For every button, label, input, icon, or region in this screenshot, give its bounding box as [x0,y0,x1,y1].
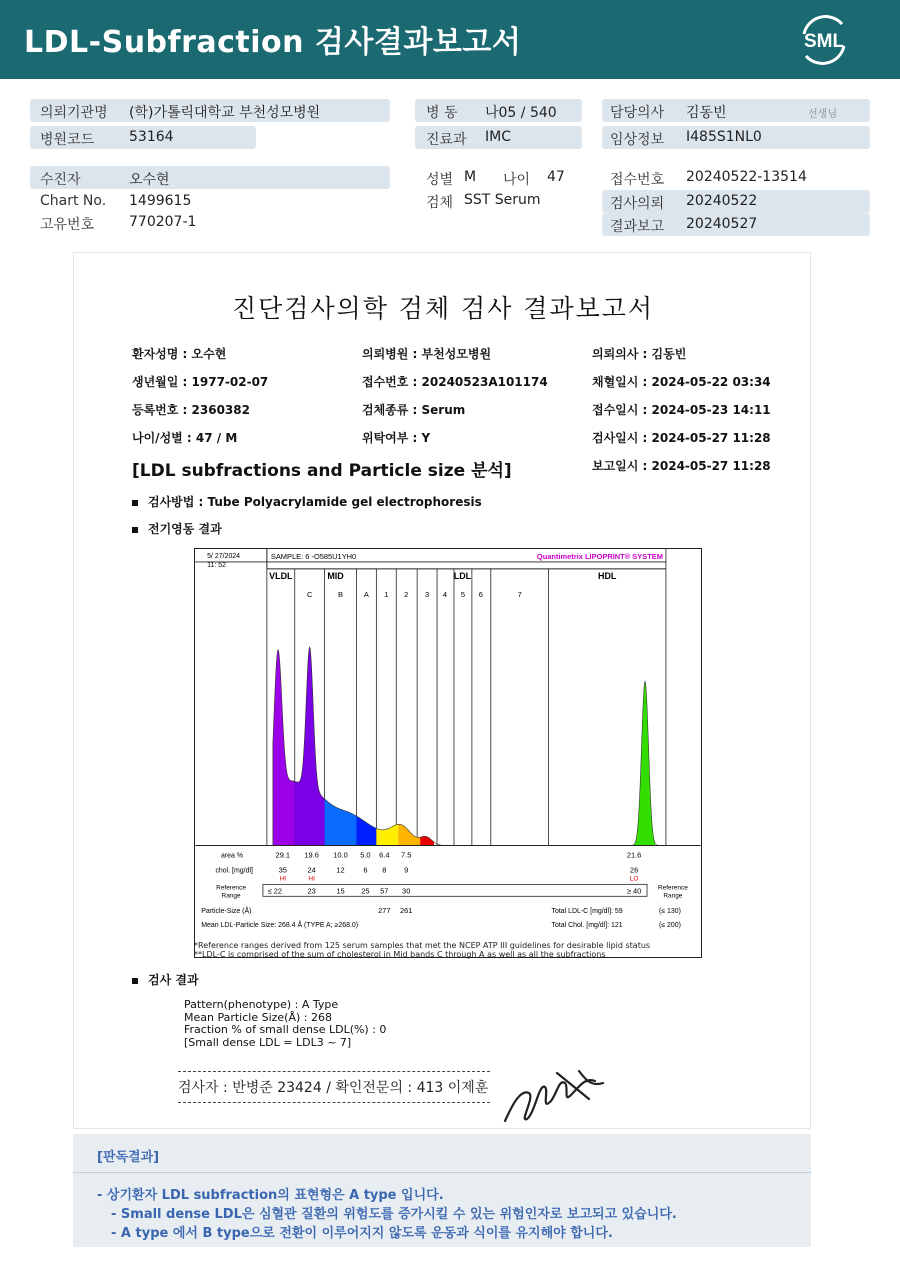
request-date-field [602,190,870,213]
peak-area [376,824,398,845]
row-label: Reference [216,884,246,892]
result-block [184,999,386,1049]
peak-area [295,647,325,846]
clinical-field [602,126,870,149]
ward-label: 병 동 [426,105,458,121]
chol-value: 9 [404,865,409,875]
group-label: LDL [453,570,472,581]
institution-value: (학)가톨릭대학교 부천성모병원 [129,105,321,121]
electrophoresis-title: 전기영동 결과 [148,522,222,536]
band-label: 6 [478,589,483,599]
group-label: VLDL [269,570,293,581]
scan-field: 나이/성별 : 47 / M [132,431,238,445]
method-text: 검사방법 : Tube Polyacrylamide gel electrophoresis [148,495,482,509]
dept-label: 진료과 [426,132,467,148]
reference-value: 23 [307,886,316,896]
band-label: B [338,589,344,599]
sml-logo-icon [796,12,852,68]
specimen-label: 검체 [426,195,454,211]
scan-field: 검사일시 : 2024-05-27 11:28 [592,431,771,445]
dept-field [415,126,582,149]
band-label: C [306,589,313,599]
sex-label: 성별 [426,172,454,188]
ref-right-label: Range [663,892,683,900]
judgement-divider [73,1172,811,1173]
note-line: *Reference ranges derived from 125 serum samples that met the NCEP ATP III guidelines for desirable lipid status [194,941,651,950]
uid-value: 770207-1 [129,214,197,230]
doctor-value: 김동빈 [686,105,727,121]
judgement-line: - 상기환자 LDL subfraction의 표현형은 A type 입니다. [97,1188,444,1203]
reference-value: 30 [402,886,411,896]
judgement-line: - Small dense LDL은 심혈관 질환의 위험도를 증가시킬 수 있는 위험인자로 보고되고 있습니다. [111,1207,677,1222]
report-date-field [602,213,870,236]
result-line: Pattern(phenotype) : A Type [184,998,339,1011]
reference-value: 15 [336,886,345,896]
note-line: **LDL-C is comprised of the sum of cholesterol in Mid bands C through A as well as all the subfractions [194,950,606,959]
reference-value: 25 [361,886,370,896]
report-title: LDL-Subfraction 검사결과보고서 [24,25,522,60]
method-bullet [132,493,482,510]
chart-no-value: 1499615 [129,193,192,209]
band-label: 7 [517,589,522,599]
judgement-line: - A type 에서 B type으로 전환이 이루어지지 않도록 운동과 식이를 유지해야 합니다. [111,1226,613,1241]
reference-value: 57 [380,886,389,896]
total-chol: Total Chol. [mg/dl]: 121 [551,922,623,930]
total-ldl-ref: (≤ 130) [658,908,681,916]
row-label: area % [220,852,244,860]
scan-field: 의뢰의사 : 김동빈 [592,347,687,361]
band-label: A [363,589,369,599]
judgement-panel [73,1134,811,1247]
chol-value: 35 [278,865,287,875]
hospital-code-value: 53164 [129,129,174,145]
patient-label: 수진자 [40,172,81,188]
sex-value: M [464,169,477,185]
particle-value: 261 [399,906,413,916]
reference-box [263,884,647,896]
peak-area [629,681,655,845]
ward-value: 나05 / 540 [485,105,557,121]
specimen-field [415,189,585,212]
scan-title: 진단검사의학 검체 검사 결과보고서 [231,294,655,323]
chart-time: 11: 52 [207,561,227,569]
report-date-label: 결과보고 [610,219,665,235]
peak-area [356,816,376,845]
scan-field: 환자성명 : 오수현 [132,347,227,361]
receipt-label: 접수번호 [610,172,665,188]
particle-value: 277 [378,906,391,916]
bullet-icon [132,500,138,506]
scanned-report [73,252,811,1129]
chart-no-field [30,190,390,213]
doctor-title: 선생님 [808,109,837,120]
request-date-value: 20240522 [686,193,758,209]
patient-value: 오수현 [129,172,170,188]
scan-field: 채혈일시 : 2024-05-22 03:34 [592,375,771,389]
reference-notes [194,941,650,959]
result-line: [Small dense LDL = LDL3 ~ 7] [184,1035,352,1049]
total-ldl: Total LDL-C [mg/dl]: 59 [551,908,623,916]
area-value: 6.4 [379,850,390,860]
reference-value: ≤ 22 [267,886,283,896]
peak-area [325,799,357,846]
electrophoresis-bullet [132,520,222,537]
age-label: 나이 [503,172,531,188]
scan-field: 접수번호 : 20240523A101174 [362,375,548,389]
chart-date: 5/ 27/2024 [207,552,241,560]
sex-age-field [415,166,585,189]
scan-field: 검체종류 : Serum [362,403,466,417]
scan-field: 의뢰병원 : 부천성모병원 [362,347,492,361]
scan-field: 위탁여부 : Y [362,431,431,445]
patient-field [30,166,390,189]
dept-value: IMC [485,129,511,145]
chol-value: 8 [382,865,387,875]
analysis-section-title: [LDL subfractions and Particle size 분석] [132,461,512,481]
signature-image [499,1053,614,1133]
result-bullet [132,971,199,988]
institution-label: 의뢰기관명 [40,105,108,121]
chart-brand: Quantimetrix LIPOPRINT® SYSTEM [536,551,663,561]
flag-label: LO [629,875,639,883]
area-value: 19.6 [304,850,319,860]
bullet-icon [132,978,138,984]
peak-area [273,650,295,846]
row-label: chol. [mg/dl] [215,867,253,875]
peak-area [420,836,434,845]
divider [178,1102,490,1103]
result-line: Fraction % of small dense LDL(%) : 0 [184,1023,387,1036]
mean-size: Mean LDL-Particle Size: 268.4 Å (TYPE A; ≥268.0) [201,922,359,930]
chol-value: 12 [336,865,345,875]
uid-label: 고유번호 [40,217,95,233]
chol-value: 26 [629,865,639,875]
scan-field: 보고일시 : 2024-05-27 11:28 [592,459,771,473]
hospital-code-field [30,126,256,149]
band-label: 2 [404,589,409,599]
band-label: 3 [425,589,430,599]
total-chol-ref: (≤ 200) [658,922,681,930]
institution-field [30,99,390,122]
ref-right-label: Reference [658,884,688,892]
ward-field [415,99,582,122]
doctor-field [602,99,870,122]
area-value: 5.0 [360,850,371,860]
group-label: MID [327,570,344,581]
chol-value: 6 [363,865,368,875]
examiner-line: 검사자 : 반병준 23424 / 확인전문의 : 413 이제훈 [178,1080,489,1096]
hospital-code-label: 병원코드 [40,132,95,148]
area-value: 7.5 [401,850,412,860]
scan-field: 등록번호 : 2360382 [132,403,250,417]
logo-text: SML [803,31,845,52]
specimen-value: SST Serum [464,192,541,208]
clinical-value: I485S1NL0 [686,129,762,145]
receipt-field [602,166,870,189]
row-label: Particle-Size (Å) [201,908,252,916]
scan-field: 접수일시 : 2024-05-23 14:11 [592,403,771,417]
area-value: 29.1 [275,850,291,860]
clinical-label: 임상정보 [610,132,665,148]
flag-label: HI [308,875,315,883]
divider [178,1071,490,1072]
area-value: 21.6 [626,850,642,860]
request-date-label: 검사의뢰 [610,196,665,212]
group-label: HDL [598,570,617,581]
chol-value: 24 [307,865,316,875]
report-date-value: 20240527 [686,216,758,232]
uid-field [30,211,390,234]
flag-label: HI [279,875,287,883]
band-label: 1 [384,589,389,599]
receipt-value: 20240522-13514 [686,169,807,185]
chart-sample: SAMPLE: 6 -O585U1YH0 [270,551,357,561]
judgement-title: [판독결과] [97,1150,160,1165]
report-header [0,0,900,79]
result-line: Mean Particle Size(Å) : 268 [184,1010,332,1024]
area-value: 10.0 [333,850,348,860]
bullet-icon [132,527,138,533]
chart-no-label: Chart No. [40,193,107,209]
doctor-label: 담당의사 [610,105,665,121]
band-label: 4 [442,589,448,599]
row-label: Range [221,892,241,900]
age-value: 47 [547,169,565,185]
band-label: 5 [460,589,466,599]
reference-value: ≥ 40 [626,886,642,896]
scan-field: 생년월일 : 1977-02-07 [132,375,269,389]
lipoprint-chart [194,548,702,958]
result-title: 검사 결과 [148,973,199,987]
